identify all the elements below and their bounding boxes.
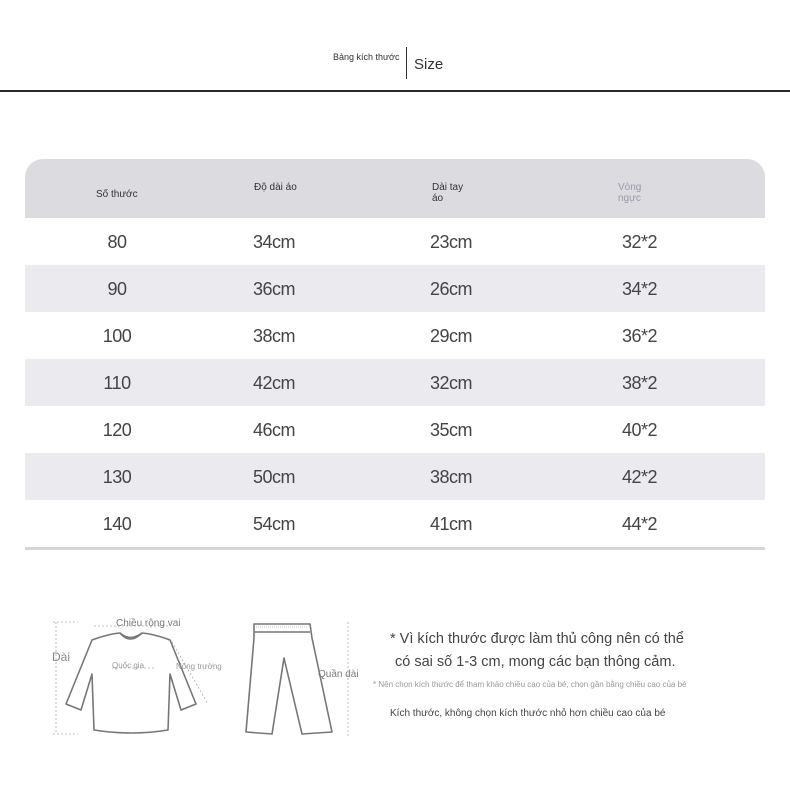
- chest-label: Quốc gia: [112, 661, 145, 670]
- title-divider: [406, 47, 407, 79]
- shirt-outline-icon: [50, 612, 220, 742]
- cell-chest: 40*2: [622, 420, 658, 440]
- cell-sleeve: 38cm: [430, 467, 473, 487]
- table-row: [25, 218, 765, 265]
- cell-sleeve: 41cm: [430, 514, 473, 534]
- cell-sleeve: 35cm: [430, 420, 473, 440]
- header-sleeve: Dài tay áo: [432, 182, 464, 204]
- cell-size: 80: [107, 232, 127, 252]
- cell-chest: 36*2: [622, 326, 658, 346]
- note-line-1: * Vì kích thước được làm thủ công nên có thể: [390, 631, 684, 647]
- table-row: [25, 265, 765, 312]
- size-note: [390, 628, 750, 674]
- table-row: [25, 359, 765, 406]
- cell-length: 34cm: [253, 232, 296, 252]
- cell-size: 140: [102, 514, 132, 534]
- cell-chest: 42*2: [622, 467, 658, 487]
- cell-size: 100: [102, 326, 132, 346]
- page-header: [0, 0, 790, 92]
- header-length: Độ dài áo: [254, 182, 297, 193]
- size-chart-title: Bảng kích thước: [333, 52, 400, 62]
- cell-length: 46cm: [253, 420, 296, 440]
- note-line-2: có sai số 1-3 cm, mong các bạn thông cảm.: [395, 654, 676, 670]
- cell-size: 110: [103, 373, 131, 393]
- cell-length: 42cm: [253, 373, 296, 393]
- cell-sleeve: 32cm: [430, 373, 473, 393]
- cell-length: 50cm: [253, 467, 296, 487]
- cell-chest: 32*2: [622, 232, 658, 252]
- cell-size: 90: [107, 279, 127, 299]
- table-row: [25, 312, 765, 359]
- sleeve-label: Nông trường: [176, 662, 222, 671]
- pants-diagram: [240, 618, 365, 740]
- cell-sleeve: 23cm: [430, 232, 473, 252]
- cell-length: 54cm: [253, 514, 296, 534]
- cell-sleeve: 26cm: [430, 279, 473, 299]
- header-size: Số thước: [96, 189, 138, 200]
- cell-chest: 38*2: [622, 373, 658, 393]
- table-row: [25, 500, 765, 547]
- cell-sleeve: 29cm: [430, 326, 473, 346]
- pants-length-label: Quần dài: [318, 669, 359, 680]
- cell-chest: 34*2: [622, 279, 658, 299]
- shoulder-width-label: Chiều rộng vai: [116, 618, 181, 629]
- size-tip: * Nên chọn kích thước để tham khảo chiều cao của bé, chọn gần bằng chiều cao của bé: [373, 680, 687, 689]
- table-row: [25, 406, 765, 453]
- shirt-length-label: Dài: [52, 650, 71, 664]
- size-table: [25, 159, 765, 550]
- table-bottom-line: [25, 547, 765, 550]
- table-header: [25, 159, 765, 218]
- cell-length: 36cm: [253, 279, 296, 299]
- size-tip-2: Kích thước, không chọn kích thước nhỏ hơn chiều cao của bé: [390, 708, 666, 719]
- cell-chest: 44*2: [622, 514, 658, 534]
- size-title: Size: [414, 56, 444, 73]
- cell-size: 130: [102, 467, 132, 487]
- table-row: [25, 453, 765, 500]
- shirt-diagram: [50, 612, 220, 742]
- cell-length: 38cm: [253, 326, 296, 346]
- header-chest: Vòng ngực: [618, 182, 642, 204]
- cell-size: 120: [102, 420, 132, 440]
